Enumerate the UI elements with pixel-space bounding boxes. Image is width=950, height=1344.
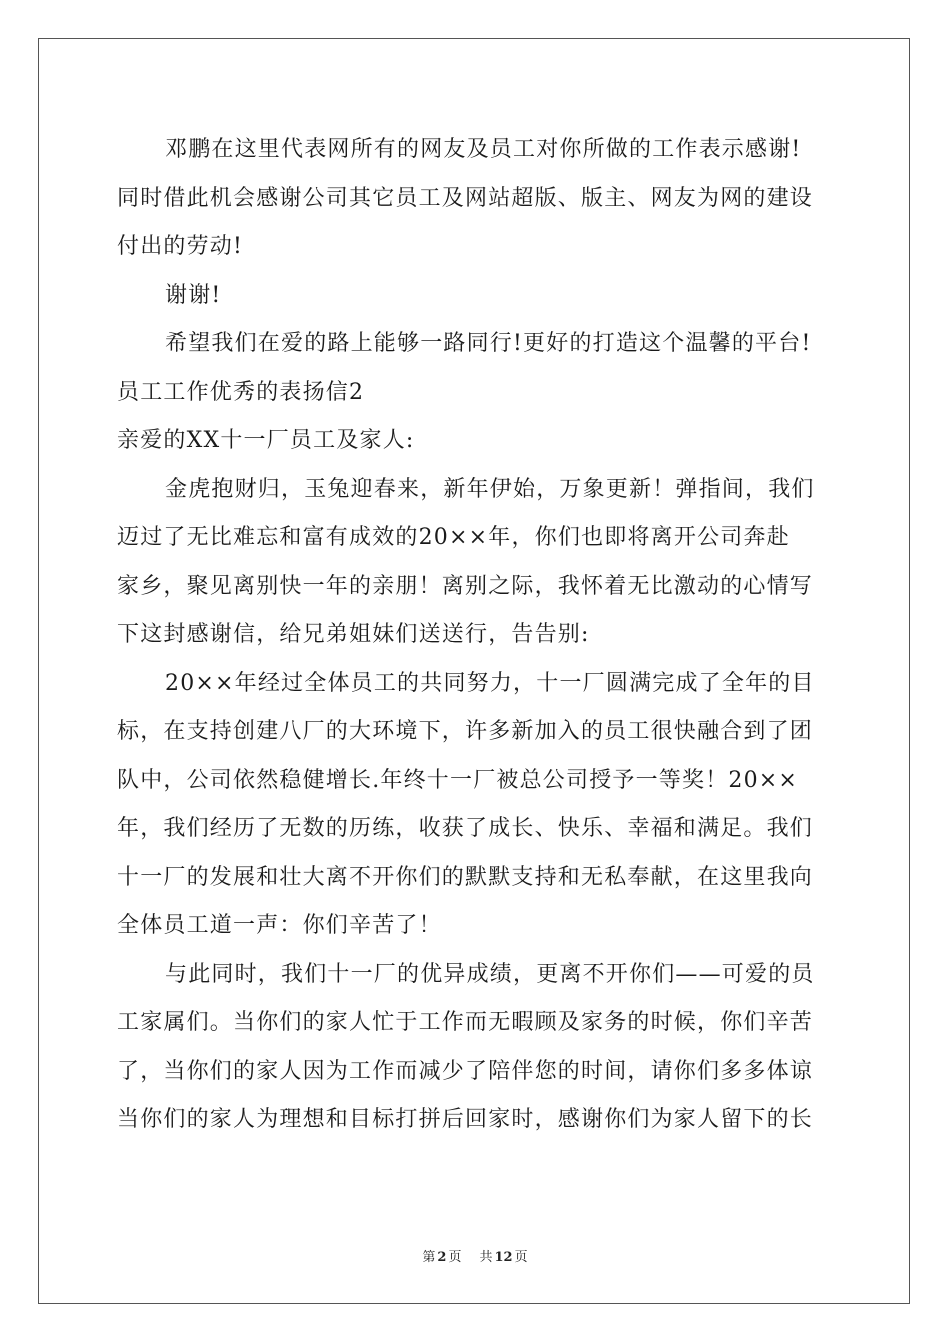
text-line: 年，我们经历了无数的历练，收获了成长、快乐、幸福和满足。我们 [117,816,814,841]
text-line: 全体员工道一声：你们辛苦了！ [117,913,442,938]
text-line: 十一厂的发展和壮大离不开你们的默默支持和无私奉献，在这里我向 [117,864,814,890]
page-prefix: 第 [422,1250,436,1265]
text-line: 希望我们在爱的路上能够一路同行!更好的打造这个温馨的平台! [165,331,812,356]
text-line: 付出的劳动! [117,234,244,259]
text-line: 队中，公司依然稳健增长.年终十一厂被总公司授予一等奖！20×× [117,767,799,793]
total-suffix: 页 [514,1250,528,1265]
page-current: 2 [437,1250,447,1265]
text-line: 20××年经过全体员工的共同努力，十一厂圆满完成了全年的目 [165,670,815,696]
text-line: 金虎抱财归，玉兔迎春来，新年伊始，万象更新！弹指间，我们 [165,476,815,502]
page-total: 12 [494,1250,513,1265]
text-line: 同时借此机会感谢公司其它员工及网站超版、版主、网友为网的建设 [117,185,814,211]
text-line: 家乡，聚见离别快一年的亲朋！离别之际，我怀着无比激动的心情写 [117,573,814,599]
text-line: 与此同时，我们十一厂的优异成绩，更离不开你们——可爱的员 [165,961,815,987]
letter-title: 员工工作优秀的表扬信2 [117,379,365,405]
text-line: 下这封感谢信，给兄弟姐妹们送送行，告告别: [117,622,590,647]
text-line: 了，当你们的家人因为工作而减少了陪伴您的时间，请你们多多体谅 [117,1058,814,1084]
text-line: 迈过了无比难忘和富有成效的20××年，你们也即将离开公司奔赴 [117,525,790,550]
text-line: 标，在支持创建八厂的大环境下，许多新加入的员工很快融合到了团 [117,719,814,744]
salutation: 亲爱的XX十一厂员工及家人: [117,428,415,453]
text-line: 谢谢! [165,282,222,308]
text-line: 工家属们。当你们的家人忙于工作而无暇顾及家务的时候，你们辛苦 [117,1010,814,1035]
total-prefix: 共 [479,1250,493,1265]
text-line: 邓鹏在这里代表网所有的网友及员工对你所做的工作表示感谢! [165,137,802,162]
document-body [117,126,833,1145]
page-suffix: 页 [448,1250,462,1265]
text-line: 当你们的家人为理想和目标打拼后回家时，感谢你们为家人留下的长 [117,1107,814,1132]
page-footer [0,1246,950,1265]
